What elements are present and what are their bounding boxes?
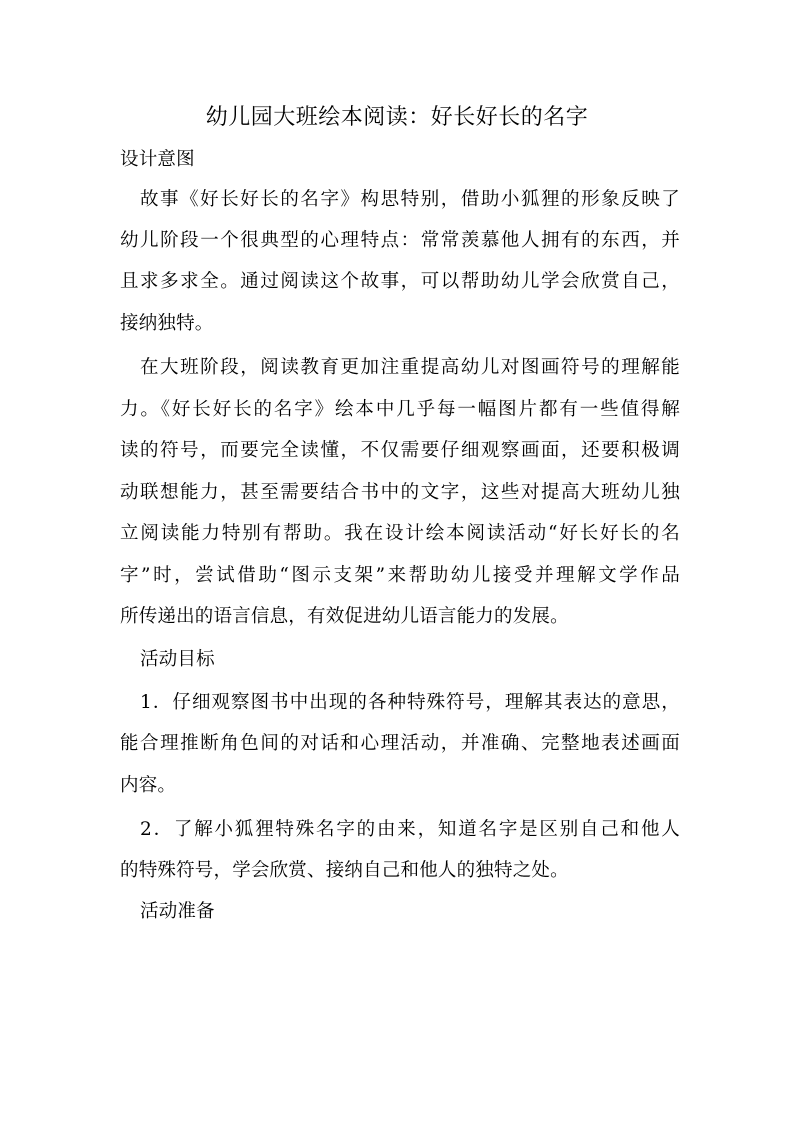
paragraph-line: 且求多求全。通过阅读这个故事，可以帮助幼儿学会欣赏自己， [120, 271, 680, 292]
paragraph-line: 2．了解小狐狸特殊名字的由来，知道名字是区别自己和他人 [140, 819, 680, 840]
paragraph-line: 故事《好长好长的名字》构思特别，借助小狐狸的形象反映了 [140, 189, 680, 210]
paragraph-line: 读的符号，而要完全读懂，不仅需要仔细观察画面，还要积极调 [120, 440, 680, 461]
paragraph-line: 1．仔细观察图书中出现的各种特殊符号，理解其表达的意思， [140, 692, 680, 713]
paragraph-line: 的特殊符号，学会欣赏、接纳自己和他人的独特之处。 [120, 860, 569, 881]
paragraph-line: 字”时，尝试借助“图示支架”来帮助幼儿接受并理解文学作品 [120, 565, 680, 586]
paragraph-line: 接纳独特。 [120, 313, 214, 334]
document-title: 幼儿园大班绘本阅读：好长好长的名字 [205, 105, 589, 130]
paragraph-line: 力。《好长好长的名字》绘本中几乎每一幅图片都有一些值得解 [120, 399, 680, 420]
paragraph-line: 能合理推断角色间的对话和心理活动，并准确、完整地表述画面 [120, 733, 680, 754]
paragraph-line: 在大班阶段，阅读教育更加注重提高幼儿对图画符号的理解能 [140, 357, 680, 378]
section-heading-design-intent: 设计意图 [120, 149, 195, 170]
paragraph-line: 动联想能力，甚至需要结合书中的文字，这些对提高大班幼儿独 [120, 482, 680, 503]
paragraph-line: 幼儿阶段一个很典型的心理特点：常常羡慕他人拥有的东西，并 [120, 230, 680, 251]
paragraph-line: 立阅读能力特别有帮助。我在设计绘本阅读活动“好长好长的名 [120, 523, 680, 544]
section-heading-activity-goals: 活动目标 [140, 649, 215, 670]
paragraph-line: 内容。 [120, 775, 177, 796]
paragraph-line: 所传递出的语言信息，有效促进幼儿语言能力的发展。 [120, 606, 569, 627]
section-heading-activity-preparation: 活动准备 [140, 901, 215, 922]
